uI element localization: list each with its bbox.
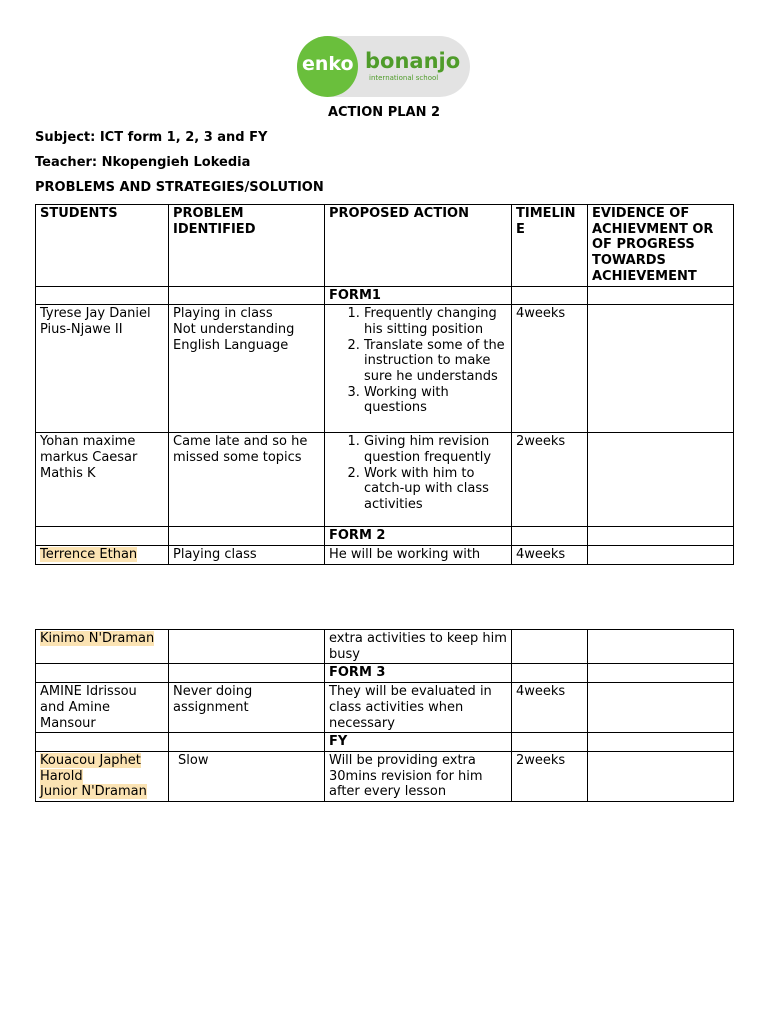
list-item: 3. Working with questions xyxy=(364,385,507,416)
highlighted-student: Kouacou Japhet xyxy=(40,752,141,768)
action-plan-table-continued xyxy=(35,629,734,802)
evidence-cell xyxy=(588,683,734,733)
student-cell xyxy=(36,630,169,664)
problem-cell: Slow xyxy=(169,751,325,801)
student-cell: Tyrese Jay Daniel Pius-Njawe II xyxy=(36,305,169,433)
action-list xyxy=(329,434,507,513)
section-label: FY xyxy=(325,733,512,752)
table-row xyxy=(36,545,734,564)
highlighted-student: Harold xyxy=(40,768,83,784)
action-plan-table xyxy=(35,204,734,565)
problem-cell: Never doing assignment xyxy=(169,683,325,733)
list-item: 1. Frequently changing his sitting position xyxy=(364,306,507,337)
action-list xyxy=(329,306,507,416)
table-header-row xyxy=(36,205,734,287)
section-label: FORM1 xyxy=(325,286,512,305)
logo-bonanjo-text: bonanjo xyxy=(365,49,461,73)
timeline-cell: 4weeks xyxy=(512,305,588,433)
school-logo xyxy=(297,36,470,97)
section-row-fy xyxy=(36,733,734,752)
section-row-form1 xyxy=(36,286,734,305)
logo-subtitle: international school xyxy=(369,74,439,82)
problem-cell: Playing class xyxy=(169,545,325,564)
header-students: STUDENTS xyxy=(36,205,169,287)
problem-text: Playing in class xyxy=(173,306,273,322)
highlighted-student: Kinimo N'Draman xyxy=(40,631,155,646)
action-cell xyxy=(325,305,512,433)
action-cell: He will be working with xyxy=(325,545,512,564)
action-cell: extra activities to keep him busy xyxy=(325,630,512,664)
timeline-cell xyxy=(512,630,588,664)
section-label: FORM 2 xyxy=(325,527,512,546)
evidence-cell xyxy=(588,433,734,527)
problem-cell: Came late and so he missed some topics xyxy=(169,433,325,527)
timeline-cell: 4weeks xyxy=(512,683,588,733)
section-row-form3 xyxy=(36,664,734,683)
action-cell: Will be providing extra 30mins revision for him after every lesson xyxy=(325,751,512,801)
list-item: 2. Work with him to catch-up with class activities xyxy=(364,466,507,513)
subject-line: Subject: ICT form 1, 2, 3 and FY xyxy=(35,130,268,145)
table-row xyxy=(36,683,734,733)
header-timeline: TIMELIN E xyxy=(512,205,588,287)
evidence-cell xyxy=(588,630,734,664)
timeline-cell: 2weeks xyxy=(512,751,588,801)
section-heading: PROBLEMS AND STRATEGIES/SOLUTION xyxy=(35,180,324,195)
teacher-line: Teacher: Nkopengieh Lokedia xyxy=(35,155,251,170)
header-evidence: EVIDENCE OF ACHIEVMENT OR OF PROGRESS TOWARDS ACHIEVEMENT xyxy=(588,205,734,287)
problem-cell xyxy=(169,630,325,664)
evidence-cell xyxy=(588,305,734,433)
list-item: 2. Translate some of the instruction to make sure he understands xyxy=(364,338,507,385)
evidence-cell xyxy=(588,545,734,564)
header-action: PROPOSED ACTION xyxy=(325,205,512,287)
section-row-form2 xyxy=(36,527,734,546)
table-row xyxy=(36,751,734,801)
timeline-cell: 4weeks xyxy=(512,545,588,564)
highlighted-student: Junior N'Draman xyxy=(40,784,147,800)
action-cell xyxy=(325,433,512,527)
doc-title: ACTION PLAN 2 xyxy=(327,105,441,120)
table-row xyxy=(36,433,734,527)
problem-text: Not understanding English Language xyxy=(173,321,295,353)
header-problem: PROBLEM IDENTIFIED xyxy=(169,205,325,287)
highlighted-student: Terrence Ethan xyxy=(40,546,138,562)
student-cell: AMINE Idrissou and Amine Mansour xyxy=(36,683,169,733)
table-row xyxy=(36,630,734,664)
logo-enko-text: enko xyxy=(302,53,354,75)
table-row xyxy=(36,305,734,433)
evidence-cell xyxy=(588,751,734,801)
student-cell xyxy=(36,545,169,564)
student-cell: Yohan maxime markus Caesar Mathis K xyxy=(36,433,169,527)
action-cell: They will be evaluated in class activities when necessary xyxy=(325,683,512,733)
student-cell xyxy=(36,751,169,801)
timeline-cell: 2weeks xyxy=(512,433,588,527)
problem-cell xyxy=(169,305,325,433)
list-item: 1. Giving him revision question frequently xyxy=(364,434,507,465)
section-label: FORM 3 xyxy=(325,664,512,683)
